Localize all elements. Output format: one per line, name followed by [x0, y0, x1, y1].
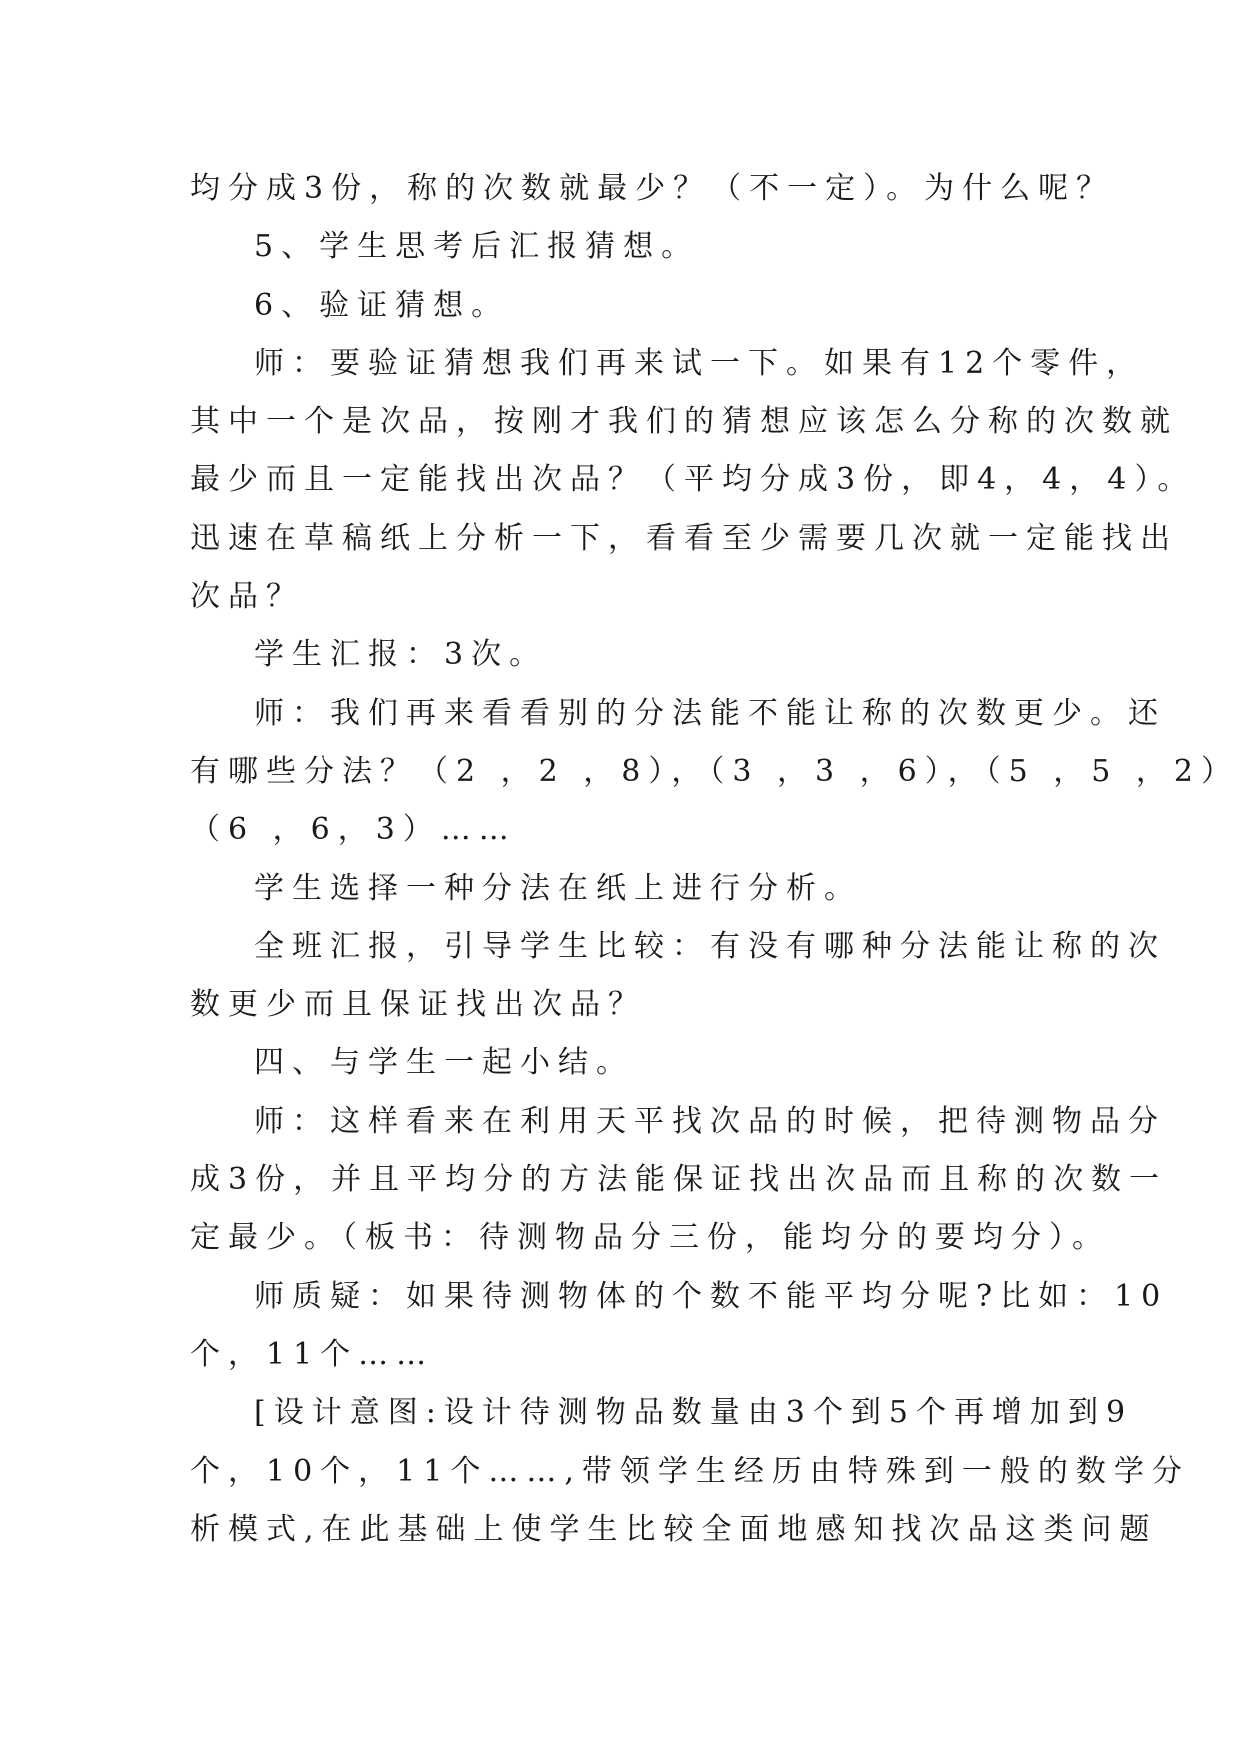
- text-line: [设计意图:设计待测物品数量由3个到5个再增加到9: [254, 1395, 1134, 1431]
- text-line: 师：这样看来在利用天平找次品的时候，把待测物品分: [254, 1103, 1166, 1139]
- text-line: 师：要验证猜想我们再来试一下。如果有12个零件，: [254, 345, 1145, 381]
- text-line: 数更少而且保证找出次品？: [190, 987, 646, 1023]
- text-line: 有哪些分法？（2 ，2 ，8），（3 ，3 ，6），（5 ，5 ，2）: [190, 753, 1239, 789]
- text-line: 6、验证猜想。: [254, 287, 510, 323]
- text-line: 全班汇报，引导学生比较：有没有哪种分法能让称的次: [254, 928, 1166, 964]
- text-line: 个，11个……: [190, 1336, 435, 1372]
- text-line: 师：我们再来看看别的分法能不能让称的次数更少。还: [254, 695, 1166, 731]
- text-line: 师质疑：如果待测物体的个数不能平均分呢?比如：10: [254, 1278, 1169, 1314]
- text-line: （6 ，6，3）……: [190, 812, 517, 848]
- text-line: 定最少。（板书：待测物品分三份，能均分的要均分）。: [190, 1220, 1110, 1256]
- text-line: 次品？: [190, 579, 304, 615]
- document-body: [190, 160, 1239, 1559]
- text-line: 析模式,在此基础上使学生比较全面地感知找次品这类问题: [190, 1511, 1158, 1547]
- text-line: 其中一个是次品，按刚才我们的猜想应该怎么分称的次数就: [190, 404, 1178, 440]
- text-line: 迅速在草稿纸上分析一下，看看至少需要几次就一定能找出: [190, 520, 1178, 556]
- text-line: 5、学生思考后汇报猜想。: [254, 229, 700, 265]
- text-line: 四、与学生一起小结。: [254, 1045, 634, 1081]
- text-line: 学生汇报：3次。: [254, 637, 548, 673]
- text-line: 均分成3份，称的次数就最少？（不一定）。为什么呢？: [190, 171, 1115, 206]
- text-line: 学生选择一种分法在纸上进行分析。: [254, 870, 862, 906]
- text-line: 个，10个，11个……,带领学生经历由特殊到一般的数学分: [190, 1453, 1190, 1489]
- text-line: 最少而且一定能找出次品？（平均分成3份，即4，4，4）。: [190, 462, 1196, 498]
- text-line: 成3份，并且平均分的方法能保证找出次品而且称的次数一: [190, 1162, 1168, 1198]
